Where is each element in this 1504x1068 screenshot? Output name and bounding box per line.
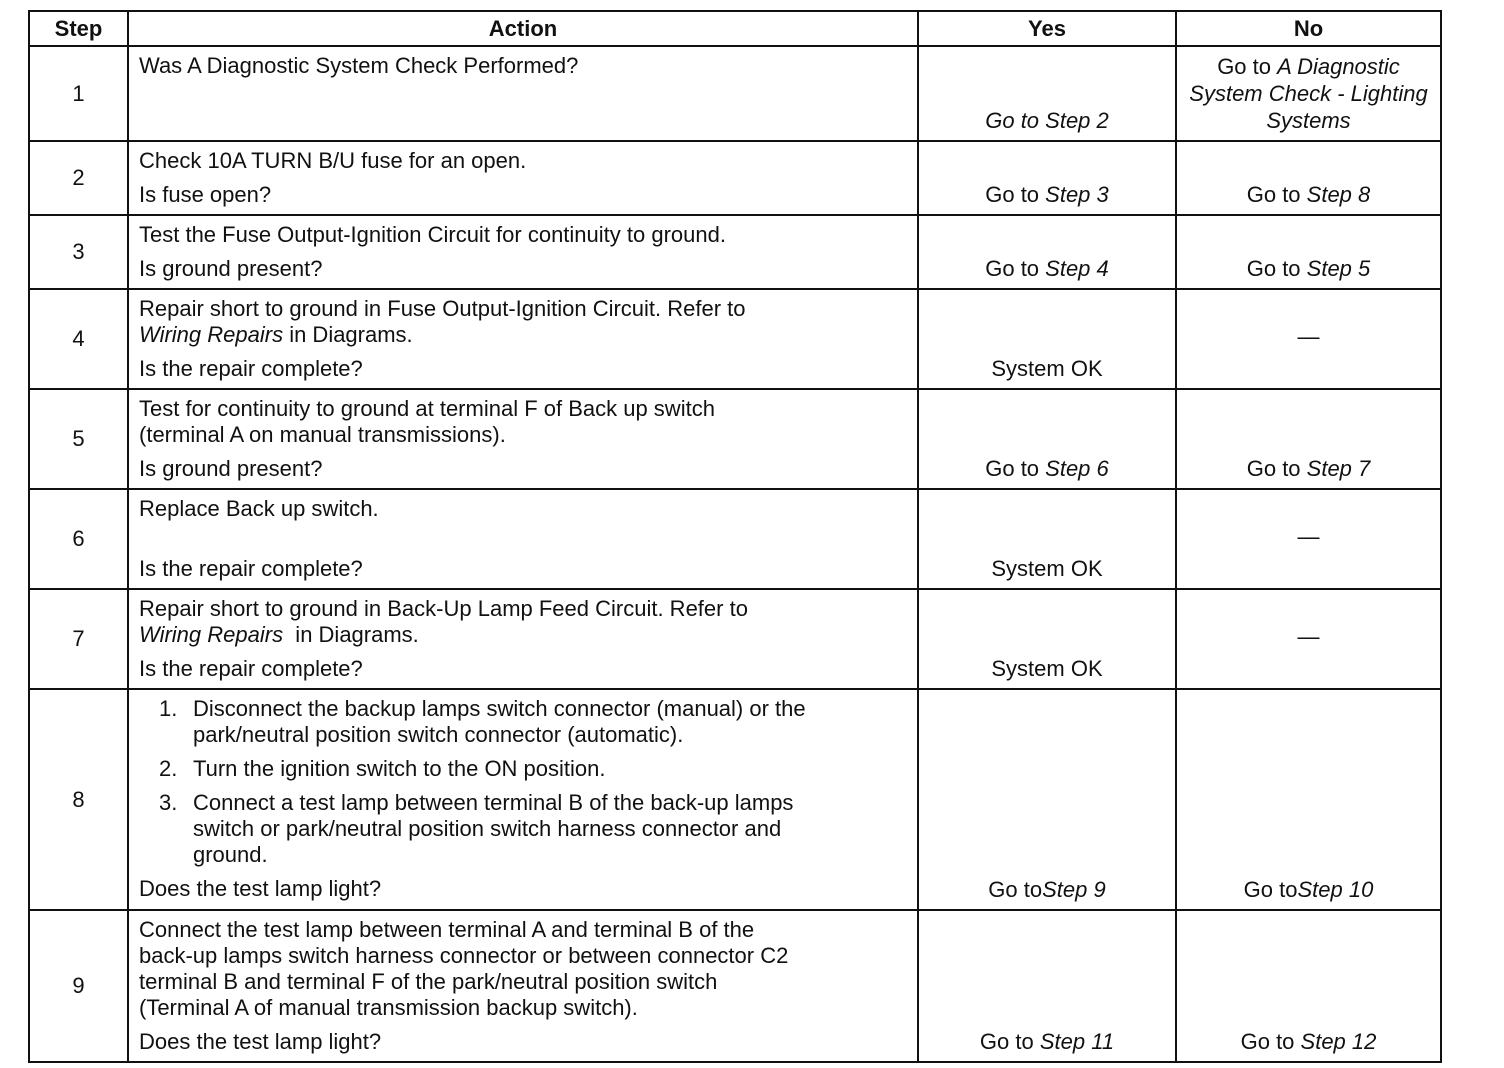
yes-cell — [918, 46, 1176, 141]
no-link[interactable]: Step 12 — [1300, 1029, 1377, 1054]
action-reference — [139, 322, 907, 348]
table-row — [29, 910, 1441, 1062]
table-row — [29, 389, 1441, 489]
yes-cell — [918, 141, 1176, 215]
yes-cell — [918, 689, 1176, 910]
no-cell — [1176, 141, 1441, 215]
action-cell — [128, 489, 918, 589]
action-cell — [128, 289, 918, 389]
action-question: Is the repair complete? — [139, 656, 363, 681]
action-text: terminal B and terminal F of the park/neutral position switch — [139, 969, 718, 994]
no-prefix: Go to — [1217, 54, 1278, 79]
yes-prefix: Go to — [985, 182, 1046, 207]
action-question: Is the repair complete? — [139, 356, 363, 381]
yes-link[interactable]: Step 9 — [1042, 877, 1106, 902]
action-reference — [139, 622, 907, 648]
action-cell — [128, 589, 918, 689]
step-number: 1 — [29, 46, 128, 141]
no-cell: — — [1176, 289, 1441, 389]
list-item — [159, 756, 907, 782]
list-text: switch or park/neutral position switch harness connector and — [193, 816, 782, 841]
no-cell — [1176, 389, 1441, 489]
list-text: park/neutral position switch connector (automatic). — [193, 722, 684, 747]
header-no: No — [1176, 11, 1441, 46]
action-cell — [128, 141, 918, 215]
action-text: Connect the test lamp between terminal A and terminal B of the — [139, 917, 755, 942]
header-step: Step — [29, 11, 128, 46]
list-text: Turn the ignition switch to the ON position. — [193, 756, 606, 781]
table-row — [29, 689, 1441, 910]
yes-cell — [918, 389, 1176, 489]
table-row — [29, 489, 1441, 589]
no-link[interactable]: Step 5 — [1306, 256, 1371, 281]
action-text: (terminal A on manual transmissions). — [139, 422, 506, 447]
yes-link[interactable]: Step 6 — [1045, 456, 1109, 481]
action-cell — [128, 389, 918, 489]
action-question: Does the test lamp light? — [139, 1029, 382, 1054]
no-prefix: Go to — [1246, 182, 1307, 207]
yes-cell — [918, 215, 1176, 289]
no-cell — [1176, 910, 1441, 1062]
action-text: (Terminal A of manual transmission backup switch). — [139, 995, 638, 1020]
table-row — [29, 589, 1441, 689]
yes-cell: System OK — [918, 589, 1176, 689]
no-cell — [1176, 46, 1441, 141]
procedure-list — [139, 696, 907, 868]
action-question: Is the repair complete? — [139, 556, 363, 581]
action-text: Test for continuity to ground at terminal F of Back up switch — [139, 396, 715, 421]
no-cell: — — [1176, 589, 1441, 689]
step-number: 4 — [29, 289, 128, 389]
no-prefix: Go to — [1246, 456, 1307, 481]
step-number: 2 — [29, 141, 128, 215]
action-text: Was A Diagnostic System Check Performed? — [139, 53, 579, 78]
action-question: Is ground present? — [139, 256, 323, 281]
step-number: 5 — [29, 389, 128, 489]
no-link[interactable]: A Diagnostic System Check - Lighting Systems — [1189, 54, 1428, 133]
header-action: Action — [128, 11, 918, 46]
action-question: Is ground present? — [139, 456, 323, 481]
yes-link[interactable]: Step 3 — [1045, 182, 1109, 207]
list-number: 1. — [159, 696, 178, 721]
no-cell — [1176, 689, 1441, 910]
yes-cell: System OK — [918, 489, 1176, 589]
no-prefix: Go to — [1240, 1029, 1301, 1054]
no-cell — [1176, 215, 1441, 289]
action-text: Check 10A TURN B/U fuse for an open. — [139, 148, 527, 173]
list-number: 2. — [159, 756, 178, 781]
list-text: Disconnect the backup lamps switch connector (manual) or the — [193, 696, 806, 721]
yes-link[interactable]: Step 4 — [1045, 256, 1109, 281]
action-cell — [128, 46, 918, 141]
yes-link[interactable]: Step 11 — [1039, 1029, 1115, 1054]
no-link[interactable]: Step 10 — [1297, 877, 1374, 902]
yes-prefix: Go to — [985, 256, 1046, 281]
list-item — [159, 696, 907, 748]
yes-cell: System OK — [918, 289, 1176, 389]
wiring-repairs-link[interactable]: Wiring Repairs — [139, 322, 284, 347]
step-number: 3 — [29, 215, 128, 289]
action-cell — [128, 215, 918, 289]
table-row — [29, 289, 1441, 389]
header-yes: Yes — [918, 11, 1176, 46]
step-number: 6 — [29, 489, 128, 589]
no-link[interactable]: Step 8 — [1306, 182, 1371, 207]
yes-prefix: Go to — [985, 456, 1046, 481]
step-number: 7 — [29, 589, 128, 689]
no-link[interactable]: Step 7 — [1306, 456, 1371, 481]
action-cell — [128, 910, 918, 1062]
action-text: Repair short to ground in Back-Up Lamp Feed Circuit. Refer to — [139, 596, 748, 621]
yes-cell — [918, 910, 1176, 1062]
action-text: back-up lamps switch harness connector or between connector C2 — [139, 943, 789, 968]
action-cell — [128, 689, 918, 910]
action-ref-suffix: in Diagrams. — [283, 322, 413, 347]
step-number: 9 — [29, 910, 128, 1062]
diagnostic-table — [28, 10, 1442, 1063]
list-item — [159, 790, 907, 868]
action-text: Repair short to ground in Fuse Output-Ignition Circuit. Refer to — [139, 296, 746, 321]
wiring-repairs-link[interactable]: Wiring Repairs — [139, 622, 284, 647]
yes-prefix: Go to — [979, 1029, 1040, 1054]
table-row — [29, 141, 1441, 215]
step-number: 8 — [29, 689, 128, 910]
list-number: 3. — [159, 790, 178, 815]
yes-prefix: Go to — [988, 877, 1043, 902]
table-row — [29, 215, 1441, 289]
table-header-row — [29, 11, 1441, 46]
no-cell: — — [1176, 489, 1441, 589]
action-text: Replace Back up switch. — [139, 496, 379, 521]
no-prefix: Go to — [1246, 256, 1307, 281]
table-row — [29, 46, 1441, 141]
action-question: Is fuse open? — [139, 182, 272, 207]
yes-link[interactable]: Go to Step 2 — [985, 108, 1109, 133]
action-ref-suffix: in Diagrams. — [283, 622, 419, 647]
list-text: Connect a test lamp between terminal B of the back-up lamps — [193, 790, 794, 815]
action-question: Does the test lamp light? — [139, 876, 382, 901]
list-text: ground. — [193, 842, 268, 867]
no-prefix: Go to — [1243, 877, 1298, 902]
action-text: Test the Fuse Output-Ignition Circuit for continuity to ground. — [139, 222, 726, 247]
